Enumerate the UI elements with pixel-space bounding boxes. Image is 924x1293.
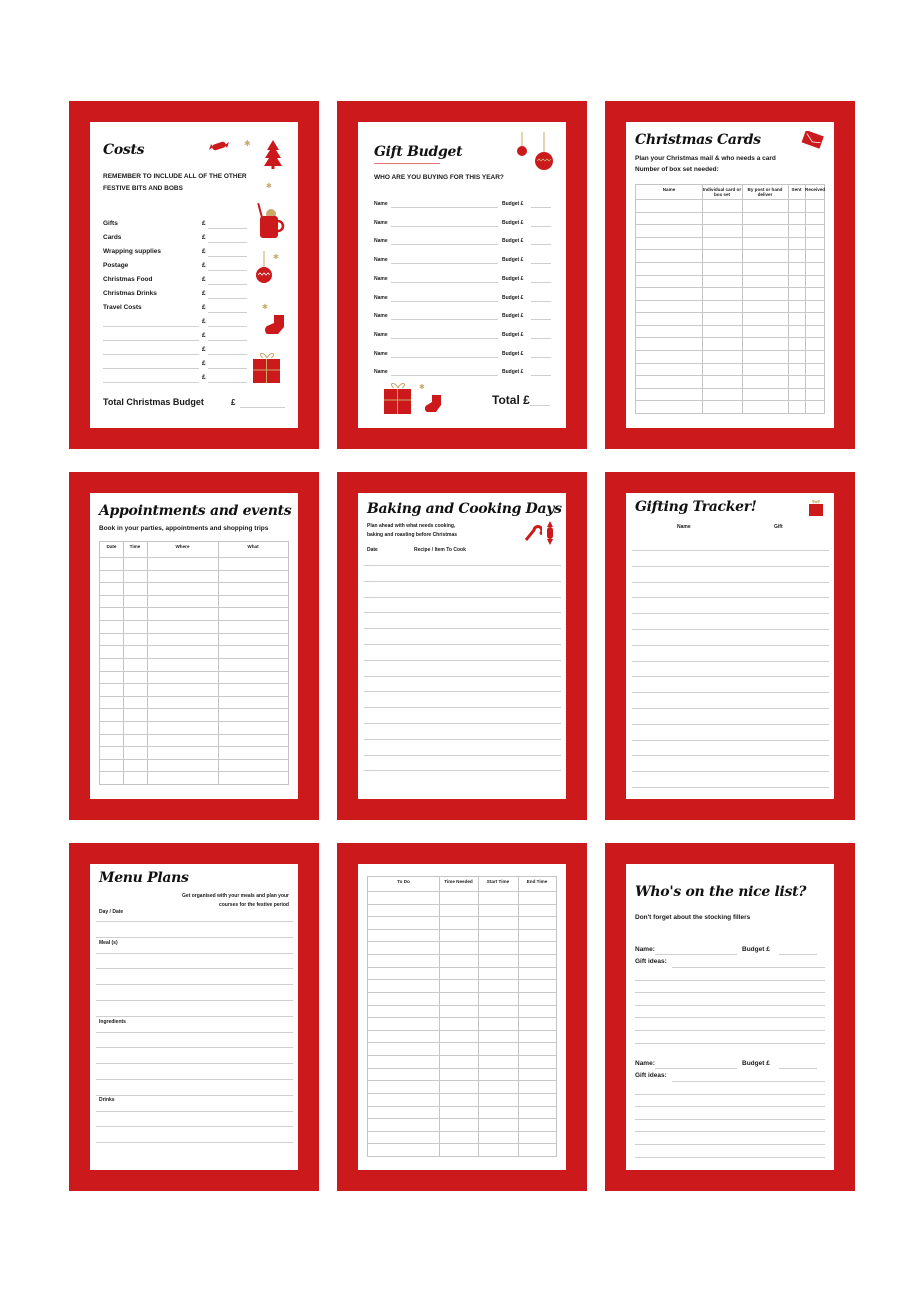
gift-ideas-line[interactable]	[672, 967, 825, 968]
bauble-icon	[253, 251, 275, 285]
writing-line[interactable]	[364, 755, 561, 756]
row-divider	[636, 300, 824, 301]
writing-line[interactable]	[632, 740, 829, 741]
column-header: Individual card or box set	[702, 187, 742, 197]
budget-input-line[interactable]	[531, 263, 551, 264]
name-label: Name	[374, 313, 388, 320]
row-divider	[636, 224, 824, 225]
writing-line[interactable]	[364, 581, 561, 582]
writing-line[interactable]	[364, 723, 561, 724]
row-divider	[636, 212, 824, 213]
budget-input-line[interactable]	[531, 375, 551, 376]
cost-item-label: Cards	[103, 234, 122, 241]
row-divider	[368, 1005, 556, 1006]
row-divider	[636, 287, 824, 288]
costs-page	[90, 122, 298, 428]
column-name: Name	[677, 524, 691, 530]
writing-line[interactable]	[364, 707, 561, 708]
costs-subtitle: REMEMBER TO INCLUDE ALL OF THE OTHER	[103, 173, 247, 180]
writing-line[interactable]	[632, 550, 829, 551]
cost-amount-line[interactable]	[208, 298, 247, 299]
writing-line[interactable]	[364, 565, 561, 566]
row-divider	[368, 1106, 556, 1107]
section-day-date: Day / Date	[99, 909, 124, 915]
writing-line[interactable]	[96, 953, 293, 954]
writing-line[interactable]	[96, 1111, 293, 1112]
budget-input-line[interactable]	[531, 282, 551, 283]
gift-ideas-line[interactable]	[635, 980, 825, 981]
column-header: Date	[106, 544, 117, 549]
name-label: Name	[374, 275, 388, 282]
writing-line[interactable]	[96, 1032, 293, 1033]
writing-line[interactable]	[632, 645, 829, 646]
page-title: Menu Plans	[99, 870, 189, 886]
currency-symbol: £	[202, 248, 206, 255]
gifting-tracker-card	[605, 472, 855, 820]
row-divider	[100, 708, 288, 709]
cost-amount-line[interactable]	[208, 312, 247, 313]
budget-input-line[interactable]	[531, 338, 551, 339]
currency-symbol: £	[202, 290, 206, 297]
name-label: Name	[374, 294, 388, 301]
gift-ideas-line[interactable]	[635, 1157, 825, 1158]
appointments-card	[69, 472, 319, 820]
christmas-cards-table	[635, 184, 825, 414]
name-input-line[interactable]	[391, 207, 498, 208]
cost-item-blank-line[interactable]	[103, 354, 199, 355]
writing-line[interactable]	[632, 771, 829, 772]
budget-input-line[interactable]	[531, 207, 551, 208]
budget-label: Budget £	[502, 257, 524, 264]
total-input-line[interactable]	[530, 405, 550, 406]
snowflake-icon: ✱	[419, 383, 425, 391]
cost-item-blank-line[interactable]	[103, 382, 199, 383]
writing-line[interactable]	[364, 691, 561, 692]
writing-line[interactable]	[632, 787, 829, 788]
name-label: Name	[374, 201, 388, 207]
cost-amount-line[interactable]	[208, 228, 247, 229]
baking-subtitle: Plan ahead with what needs cooking,	[367, 523, 456, 529]
gift-ideas-line[interactable]	[635, 1131, 825, 1132]
writing-line[interactable]	[632, 661, 829, 662]
row-divider	[636, 400, 824, 401]
budget-label: Budget £	[742, 1060, 770, 1067]
row-divider	[100, 671, 288, 672]
row-divider	[100, 734, 288, 735]
nice-list-page	[626, 864, 834, 1170]
section-ingredients: Ingredients	[99, 1019, 126, 1025]
baking-page	[358, 493, 566, 799]
writing-line[interactable]	[632, 692, 829, 693]
row-divider	[636, 275, 824, 276]
currency-symbol: £	[202, 220, 206, 227]
gift-icon	[383, 380, 413, 416]
writing-line[interactable]	[96, 1142, 293, 1143]
column-header: By post or hand deliver	[747, 187, 783, 197]
gift-ideas-line[interactable]	[635, 1106, 825, 1107]
cost-amount-line[interactable]	[208, 270, 247, 271]
name-input-line[interactable]	[391, 244, 498, 245]
row-divider	[100, 771, 288, 772]
cost-amount-line[interactable]	[208, 368, 247, 369]
row-divider	[100, 620, 288, 621]
name-label: Name	[374, 350, 388, 357]
cost-item-label: Postage	[103, 262, 129, 269]
writing-line[interactable]	[96, 1079, 293, 1080]
name-input-line[interactable]	[391, 319, 498, 320]
column-divider	[123, 542, 124, 784]
column-divider	[218, 542, 219, 784]
writing-line[interactable]	[364, 597, 561, 598]
row-divider	[100, 759, 288, 760]
writing-line[interactable]	[632, 724, 829, 725]
name-label: Name:	[635, 1060, 655, 1067]
row-divider	[368, 1118, 556, 1119]
name-label: Name	[374, 331, 388, 338]
cost-item-label: Christmas Food	[103, 276, 153, 283]
writing-line[interactable]	[632, 629, 829, 630]
row-divider	[368, 1143, 556, 1144]
budget-input-line[interactable]	[531, 226, 551, 227]
currency-symbol: £	[202, 304, 206, 311]
budget-input-line[interactable]	[531, 301, 551, 302]
row-divider	[100, 658, 288, 659]
writing-line[interactable]	[632, 597, 829, 598]
candy-cane-icon	[522, 522, 542, 544]
budget-label: Budget £	[502, 369, 524, 376]
column-header: What	[247, 544, 259, 549]
name-label: Name	[374, 238, 388, 245]
gift-ideas-label: Gift ideas:	[635, 1072, 667, 1079]
row-divider	[368, 1131, 556, 1132]
appointments-page	[90, 493, 298, 799]
mug-icon	[257, 200, 285, 240]
stocking-icon	[422, 394, 444, 414]
column-gift: Gift	[774, 524, 783, 530]
gift-budget-page	[358, 122, 566, 428]
row-divider	[368, 1093, 556, 1094]
writing-line[interactable]	[96, 968, 293, 969]
name-label: Name	[374, 369, 388, 376]
budget-label: Budget £	[742, 946, 770, 953]
row-divider	[636, 237, 824, 238]
row-divider	[636, 262, 824, 263]
christmas-tree-icon	[263, 138, 283, 170]
currency-symbol: £	[202, 360, 206, 367]
row-divider	[368, 904, 556, 905]
budget-label: Budget £	[502, 201, 524, 207]
row-divider	[368, 992, 556, 993]
cost-item-blank-line[interactable]	[103, 326, 199, 327]
writing-line[interactable]	[96, 1000, 293, 1001]
currency-symbol: £	[202, 374, 206, 381]
writing-line[interactable]	[96, 1126, 293, 1127]
writing-line[interactable]	[364, 739, 561, 740]
gifting-tracker-page	[626, 493, 834, 799]
cost-amount-line[interactable]	[208, 354, 247, 355]
writing-line[interactable]	[96, 1016, 293, 1017]
column-recipe: Recipe / Item To Cook	[414, 547, 466, 553]
nice-list-subtitle: Don't forget about the stocking fillers	[635, 914, 751, 921]
writing-line[interactable]	[632, 613, 829, 614]
baking-subtitle-2: baking and roasting before Christmas	[367, 532, 458, 538]
row-divider	[636, 337, 824, 338]
name-label: Name	[374, 219, 388, 226]
name-input-line[interactable]	[391, 375, 498, 376]
budget-input-line[interactable]	[779, 954, 817, 955]
row-divider	[636, 363, 824, 364]
budget-input-line[interactable]	[531, 244, 551, 245]
cost-amount-line[interactable]	[208, 382, 247, 383]
christmas-cards-card	[605, 101, 855, 449]
budget-label: Budget £	[502, 219, 524, 226]
cost-amount-line[interactable]	[208, 242, 247, 243]
gift-budget-card	[337, 101, 587, 449]
row-divider	[368, 1030, 556, 1031]
baking-card	[337, 472, 587, 820]
gift-ideas-line[interactable]	[672, 1081, 825, 1082]
appointments-table	[99, 541, 289, 785]
row-divider	[368, 979, 556, 980]
cards-box-set-label: Number of box set needed:	[635, 166, 719, 173]
appointments-subtitle: Book in your parties, appointments and shopping trips	[99, 525, 269, 532]
budget-input-line[interactable]	[779, 1068, 817, 1069]
name-label: Name	[374, 257, 388, 264]
budget-label: Budget £	[502, 275, 524, 282]
page-title: Who's on the nice list?	[635, 884, 807, 900]
gift-budget-subtitle: WHO ARE YOU BUYING FOR THIS YEAR?	[374, 174, 504, 181]
todo-card	[337, 843, 587, 1191]
row-divider	[100, 633, 288, 634]
page-title: Gift Budget	[374, 144, 463, 160]
row-divider	[100, 721, 288, 722]
row-divider	[636, 325, 824, 326]
total-label: Total £	[492, 393, 530, 407]
cost-item-blank-line[interactable]	[103, 340, 199, 341]
name-input-line[interactable]	[391, 263, 498, 264]
gift-icon	[808, 499, 824, 517]
column-header: Where	[175, 544, 190, 549]
row-divider	[368, 1042, 556, 1043]
row-divider	[368, 941, 556, 942]
todo-table	[367, 876, 557, 1157]
gift-ideas-line[interactable]	[635, 1094, 825, 1095]
name-input-line[interactable]	[391, 301, 498, 302]
gift-ideas-line[interactable]	[635, 1119, 825, 1120]
writing-line[interactable]	[632, 566, 829, 567]
section-meals: Meal (s)	[99, 940, 118, 946]
stocking-icon	[262, 314, 288, 336]
page-title: Baking and Cooking Days	[367, 501, 562, 517]
christmas-cards-page	[626, 122, 834, 428]
nice-list-card	[605, 843, 855, 1191]
snowflake-icon: ✱	[266, 182, 272, 190]
writing-line[interactable]	[632, 676, 829, 677]
row-divider	[100, 595, 288, 596]
writing-line[interactable]	[632, 708, 829, 709]
column-divider	[147, 542, 148, 784]
column-header: Name	[662, 187, 676, 192]
cost-item-label: Travel Costs	[103, 304, 142, 311]
budget-input-line[interactable]	[531, 319, 551, 320]
row-divider	[100, 683, 288, 684]
column-header: Received	[805, 187, 826, 192]
title-underline	[374, 163, 440, 164]
row-divider	[636, 312, 824, 313]
cost-item-label: Wrapping supplies	[103, 248, 162, 255]
writing-line[interactable]	[632, 755, 829, 756]
gift-ideas-line[interactable]	[635, 1030, 825, 1031]
writing-line[interactable]	[96, 984, 293, 985]
costs-card	[69, 101, 319, 449]
cost-amount-line[interactable]	[208, 326, 247, 327]
page-title: Appointments and events	[99, 503, 292, 519]
row-divider	[100, 746, 288, 747]
snowflake-icon: ✱	[273, 253, 279, 261]
row-divider	[368, 916, 556, 917]
gift-ideas-line[interactable]	[635, 1005, 825, 1006]
name-input-line[interactable]	[655, 1068, 737, 1069]
budget-label: Budget £	[502, 350, 524, 357]
menu-subtitle: Get organised with your meals and plan your	[182, 893, 289, 899]
page-title: Christmas Cards	[635, 132, 761, 148]
gift-ideas-line[interactable]	[635, 992, 825, 993]
costs-subtitle-2: FESTIVE BITS AND BOBS	[103, 185, 183, 192]
writing-line[interactable]	[364, 660, 561, 661]
writing-line[interactable]	[364, 676, 561, 677]
writing-line[interactable]	[96, 921, 293, 922]
bauble-icon	[515, 132, 529, 160]
row-divider	[100, 607, 288, 608]
candy-icon	[206, 139, 232, 153]
page-title: Gifting Tracker!	[635, 499, 757, 515]
name-input-line[interactable]	[391, 226, 498, 227]
budget-label: Budget £	[502, 331, 524, 338]
todo-page	[358, 864, 566, 1170]
row-divider	[100, 696, 288, 697]
writing-line[interactable]	[632, 582, 829, 583]
candy-icon	[544, 521, 556, 545]
menu-plans-page	[90, 864, 298, 1170]
row-divider	[100, 570, 288, 571]
row-divider	[368, 929, 556, 930]
row-divider	[636, 199, 824, 200]
budget-label: Budget £	[502, 238, 524, 245]
row-divider	[368, 891, 556, 892]
writing-line[interactable]	[364, 770, 561, 771]
cost-amount-line[interactable]	[208, 256, 247, 257]
row-divider	[100, 582, 288, 583]
writing-line[interactable]	[96, 1063, 293, 1064]
row-divider	[100, 557, 288, 558]
gift-ideas-label: Gift ideas:	[635, 958, 667, 965]
budget-label: Budget £	[502, 313, 524, 320]
writing-line[interactable]	[364, 644, 561, 645]
column-header: End Time	[526, 879, 548, 884]
row-divider	[368, 1017, 556, 1018]
column-header: Time Needed	[444, 879, 473, 884]
row-divider	[368, 967, 556, 968]
column-header: To Do	[397, 879, 410, 884]
currency-symbol: £	[202, 276, 206, 283]
column-header: Time	[129, 544, 141, 549]
currency-symbol: £	[202, 346, 206, 353]
cost-amount-line[interactable]	[208, 284, 247, 285]
cards-subtitle: Plan your Christmas mail & who needs a card	[635, 155, 776, 162]
row-divider	[636, 388, 824, 389]
row-divider	[368, 1068, 556, 1069]
row-divider	[636, 249, 824, 250]
section-drinks: Drinks	[99, 1097, 115, 1103]
cost-item-label: Gifts	[103, 220, 118, 227]
snowflake-icon: ✱	[262, 303, 268, 311]
name-label: Name:	[635, 946, 655, 953]
gift-ideas-line[interactable]	[635, 1144, 825, 1145]
menu-plans-card	[69, 843, 319, 1191]
row-divider	[636, 375, 824, 376]
column-header: Sent	[791, 187, 802, 192]
currency-symbol: £	[202, 262, 206, 269]
menu-subtitle-2: courses for the festive period	[218, 902, 289, 908]
cost-item-label: Christmas Drinks	[103, 290, 157, 297]
name-input-line[interactable]	[391, 282, 498, 283]
currency-symbol: £	[231, 398, 236, 407]
writing-line[interactable]	[364, 612, 561, 613]
envelope-icon	[801, 131, 825, 149]
currency-symbol: £	[202, 318, 206, 325]
budget-input-line[interactable]	[531, 357, 551, 358]
cost-amount-line[interactable]	[208, 340, 247, 341]
row-divider	[368, 1055, 556, 1056]
currency-symbol: £	[202, 332, 206, 339]
column-header: Start Time	[486, 879, 510, 884]
page-title: Costs	[103, 142, 145, 158]
row-divider	[100, 645, 288, 646]
writing-line[interactable]	[96, 937, 293, 938]
total-label: Total Christmas Budget	[103, 397, 204, 407]
cost-item-blank-line[interactable]	[103, 368, 199, 369]
row-divider	[368, 1080, 556, 1081]
writing-line[interactable]	[364, 628, 561, 629]
snowflake-icon: ✱	[244, 139, 251, 148]
writing-line[interactable]	[96, 1095, 293, 1096]
name-input-line[interactable]	[391, 338, 498, 339]
row-divider	[368, 954, 556, 955]
total-input-line[interactable]	[240, 407, 285, 408]
name-input-line[interactable]	[655, 954, 737, 955]
gift-ideas-line[interactable]	[635, 1043, 825, 1044]
bauble-icon	[533, 132, 555, 172]
name-input-line[interactable]	[391, 357, 498, 358]
gift-ideas-line[interactable]	[635, 1017, 825, 1018]
budget-label: Budget £	[502, 294, 524, 301]
row-divider	[636, 350, 824, 351]
gift-icon	[252, 350, 282, 386]
writing-line[interactable]	[96, 1047, 293, 1048]
column-date: Date	[367, 547, 378, 553]
currency-symbol: £	[202, 234, 206, 241]
